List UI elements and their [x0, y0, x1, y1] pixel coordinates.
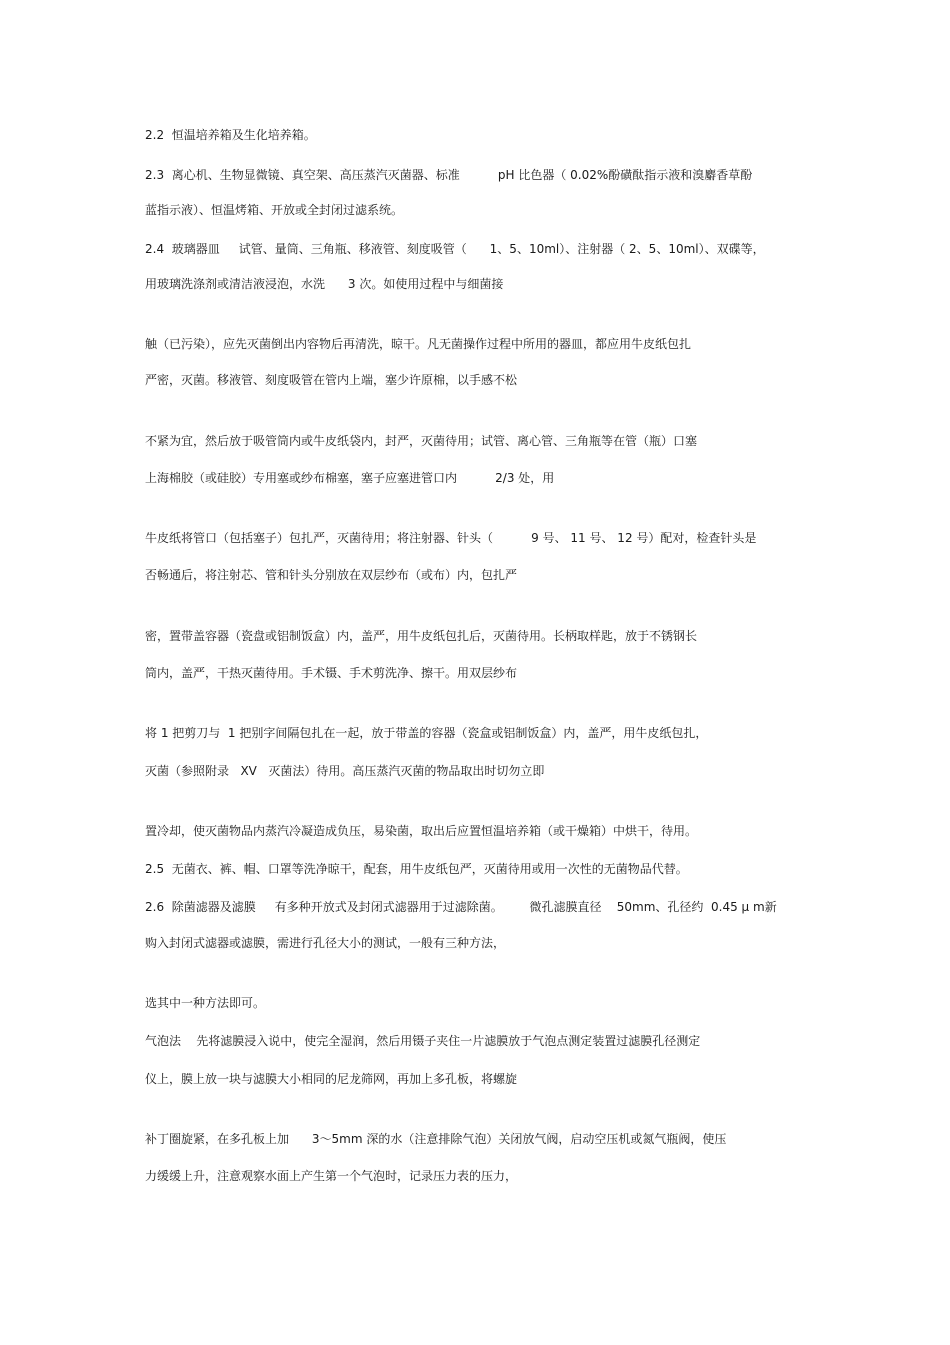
text-line-2-5: 2.5 无菌衣、裤、帽、口罩等洗净晾干，配套，用牛皮纸包严，灭菌待用或用一次性的无菌物品代替。	[145, 862, 688, 876]
text-line: 选其中一种方法即可。	[145, 996, 266, 1010]
text-line-2-2: 2.2 恒温培养箱及生化培养箱。	[145, 128, 316, 142]
text-line: 蓝指示液）、恒温烤箱、开放或全封闭过滤系统。	[145, 203, 404, 217]
text-line: 严密，灭菌。移液管、刻度吸管在管内上端，塞少许原棉，以手感不松	[145, 373, 518, 387]
text-line-2-6: 2.6 除菌滤器及滤膜 有多种开放式及封闭式滤器用于过滤除菌。 微孔滤膜直径 50mm、孔径约 0.45 μ m新	[145, 900, 777, 914]
text-line: 不紧为宜，然后放于吸管筒内或牛皮纸袋内，封严，灭菌待用；试管、离心管、三角瓶等在管（瓶）口塞	[145, 434, 698, 448]
text-line: 筒内，盖严，干热灭菌待用。手术镊、手术剪洗净、擦干。用双层纱布	[145, 666, 518, 680]
text-line: 牛皮纸将管口（包括塞子）包扎严，灭菌待用；将注射器、针头（ 9 号、 11 号、 12 号）配对，检查针头是	[145, 531, 757, 545]
text-line-2-3: 2.3 离心机、生物显微镜、真空架、高压蒸汽灭菌器、标准 pH 比色器（ 0.02%酚磺酞指示液和溴麝香草酚	[145, 168, 753, 182]
text-line: 否畅通后，将注射芯、管和针头分别放在双层纱布（或布）内，包扎严	[145, 568, 518, 582]
text-line: 上海棉胶（或硅胶）专用塞或纱布棉塞，塞子应塞进管口内 2/3 处，用	[145, 471, 555, 485]
text-line: 将 1 把剪刀与 1 把别字间隔包扎在一起，放于带盖的容器（瓷盒或铝制饭盒）内，盖严，用牛皮纸包扎，	[145, 726, 708, 740]
text-line: 购入封闭式滤器或滤膜，需进行孔径大小的测试，一般有三种方法，	[145, 936, 506, 950]
text-line: 力缓缓上升，注意观察水面上产生第一个气泡时，记录压力表的压力，	[145, 1169, 518, 1183]
text-line-bubble-method: 气泡法 先将滤膜浸入说中，使完全湿润，然后用镊子夹住一片滤膜放于气泡点测定装置过滤膜孔径测定	[145, 1034, 701, 1048]
text-line-2-4: 2.4 玻璃器皿 试管、量筒、三角瓶、移液管、刻度吸管（ 1、5、10ml）、注射器（ 2、5、10ml）、双碟等，	[145, 242, 765, 256]
text-line: 密，置带盖容器（瓷盘或铝制饭盒）内，盖严，用牛皮纸包扎后，灭菌待用。长柄取样匙，放于不锈钢长	[145, 629, 698, 643]
text-line: 触（已污染），应先灭菌倒出内容物后再清洗，晾干。凡无菌操作过程中所用的器皿，都应用牛皮纸包扎	[145, 337, 692, 351]
text-line: 补丁圈旋紧，在多孔板上加 3～5mm 深的水（注意排除气泡）关闭放气阀，启动空压机或氮气瓶阀，使压	[145, 1132, 727, 1146]
text-line: 置冷却，使灭菌物品内蒸汽冷凝造成负压，易染菌，取出后应置恒温培养箱（或干燥箱）中烘干，待用。	[145, 824, 698, 838]
text-line: 用玻璃洗涤剂或清洁液浸泡，水洗 3 次。如使用过程中与细菌接	[145, 277, 504, 291]
text-line: 灭菌（参照附录 XV 灭菌法）待用。高压蒸汽灭菌的物品取出时切勿立即	[145, 764, 545, 778]
text-line: 仪上，膜上放一块与滤膜大小相同的尼龙筛网，再加上多孔板，将螺旋	[145, 1072, 518, 1086]
